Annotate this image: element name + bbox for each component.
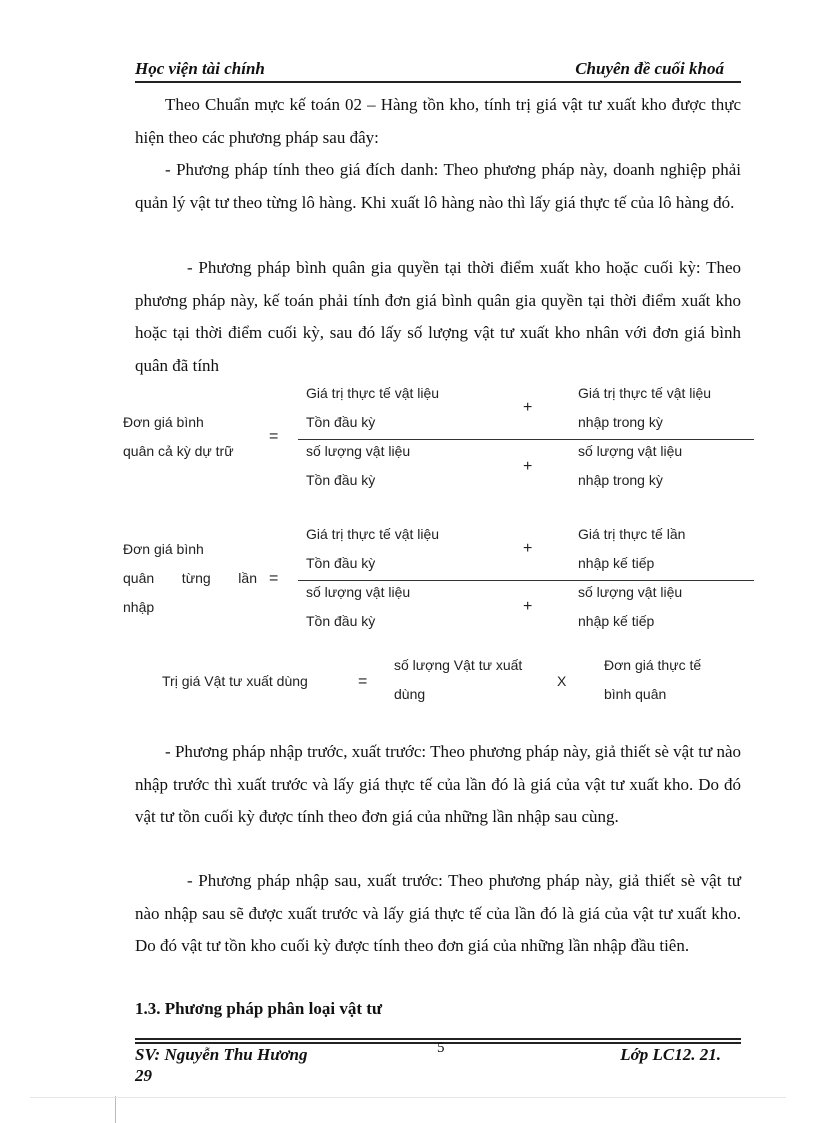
formula1-den-a1: số lượng vật liệu	[306, 443, 411, 459]
footer-student-continued: 29	[135, 1066, 152, 1085]
crop-mark-left	[115, 1096, 116, 1123]
formula2-lhs-line2: quân từng lần	[123, 570, 257, 586]
formula1-den-a2: Tồn đầu kỳ	[306, 472, 376, 488]
formula3-mid-line1: số lượng Vật tư xuất	[394, 657, 523, 673]
formula3-equals: =	[358, 673, 368, 690]
formula3-times: X	[557, 673, 567, 689]
formula2-den-plus: +	[523, 598, 533, 615]
paragraph-weighted-average: - Phương pháp bình quân gia quyền tại thời điểm xuất kho hoặc cuối kỳ: Theo phương pháp này, kế toán phải tính đơn giá bình quân gia quyền tại thời điểm xuất kho hoặc tại thời điểm cuối kỳ, sau đó lấy số lượng vật tư xuất kho nhân với đơn giá bình quân đã tính	[135, 258, 741, 375]
paragraph-specific-identification: - Phương pháp tính theo giá đích danh: Theo phương pháp này, doanh nghiệp phải quản lý vật tư theo từng lô hàng. Khi xuất lô hàng nào thì lấy giá thực tế của lô hàng đó.	[135, 160, 741, 212]
formula2-lhs-line1: Đơn giá bình	[123, 541, 204, 557]
formula2-num-a2: Tồn đầu kỳ	[306, 555, 376, 571]
formula1-num-b1: Giá trị thực tế vật liệu	[578, 385, 712, 401]
formula2-num-b2: nhập kế tiếp	[578, 555, 655, 571]
formula1-lhs-line2: quân cả kỳ dự trữ	[123, 443, 234, 459]
header-right: Chuyên đề cuối khoá	[575, 59, 724, 78]
page-number: 5	[437, 1040, 445, 1056]
formula2-num-a1: Giá trị thực tế vật liệu	[306, 526, 440, 542]
formula1-num-b2: nhập trong kỳ	[578, 414, 663, 430]
paragraph-standard: Theo Chuẩn mực kế toán 02 – Hàng tồn kho, tính trị giá vật tư xuất kho được thực hiện theo các phương pháp sau đây:	[135, 95, 741, 147]
header-left: Học viện tài chính	[135, 59, 265, 78]
formula3-right-line2: bình quân	[604, 686, 667, 702]
formula2-den-b1: số lượng vật liệu	[578, 584, 683, 600]
footer-student: SV: Nguyễn Thu Hương	[135, 1045, 308, 1064]
footer-class: Lớp LC12. 21.	[620, 1045, 721, 1064]
formula1-num-plus: +	[523, 399, 533, 416]
formula2-den-a1: số lượng vật liệu	[306, 584, 411, 600]
crop-mark-bottom	[30, 1097, 786, 1098]
formula3-mid-line2: dùng	[394, 686, 426, 702]
formula1-equals: =	[269, 428, 279, 445]
section-heading: 1.3. Phương pháp phân loại vật tư	[135, 999, 383, 1018]
header-rule	[135, 81, 741, 83]
formula1-num-a1: Giá trị thực tế vật liệu	[306, 385, 440, 401]
formula1-den-plus: +	[523, 458, 533, 475]
formula1-fraction-bar	[298, 439, 754, 440]
formula3-lhs: Trị giá Vật tư xuất dùng	[162, 673, 308, 689]
paragraph-lifo: - Phương pháp nhập sau, xuất trước: Theo phương pháp này, giả thiết sè vật tư nào nhập sau sẽ được xuất trước và lấy giá thực tế của lần đó là giá của vật tư xuất kho. Do đó vật tư tồn kho cuối kỳ được tính theo đơn giá của những lần nhập đầu tiên.	[135, 871, 741, 956]
formula2-lhs-line3: nhập	[123, 599, 155, 615]
formula2-num-plus: +	[523, 540, 533, 557]
formula1-den-b2: nhập trong kỳ	[578, 472, 663, 488]
formula2-num-b1: Giá trị thực tế lần	[578, 526, 686, 542]
formula1-den-b1: số lượng vật liệu	[578, 443, 683, 459]
paragraph-fifo: - Phương pháp nhập trước, xuất trước: Theo phương pháp này, giả thiết sè vật tư nào nhập trước thì xuất trước và lấy giá thực tế của lần đó là giá của vật tư xuất kho. Do đó vật tư tồn cuối kỳ được tính theo đơn giá của những lần nhập sau cùng.	[135, 742, 741, 827]
formula2-fraction-bar	[298, 580, 754, 581]
formula1-num-a2: Tồn đầu kỳ	[306, 414, 376, 430]
formula2-den-a2: Tồn đầu kỳ	[306, 613, 376, 629]
formula1-lhs-line1: Đơn giá bình	[123, 414, 204, 430]
formula2-equals: =	[269, 570, 279, 587]
formula2-den-b2: nhập kế tiếp	[578, 613, 655, 629]
formula3-right-line1: Đơn giá thực tế	[604, 657, 702, 673]
